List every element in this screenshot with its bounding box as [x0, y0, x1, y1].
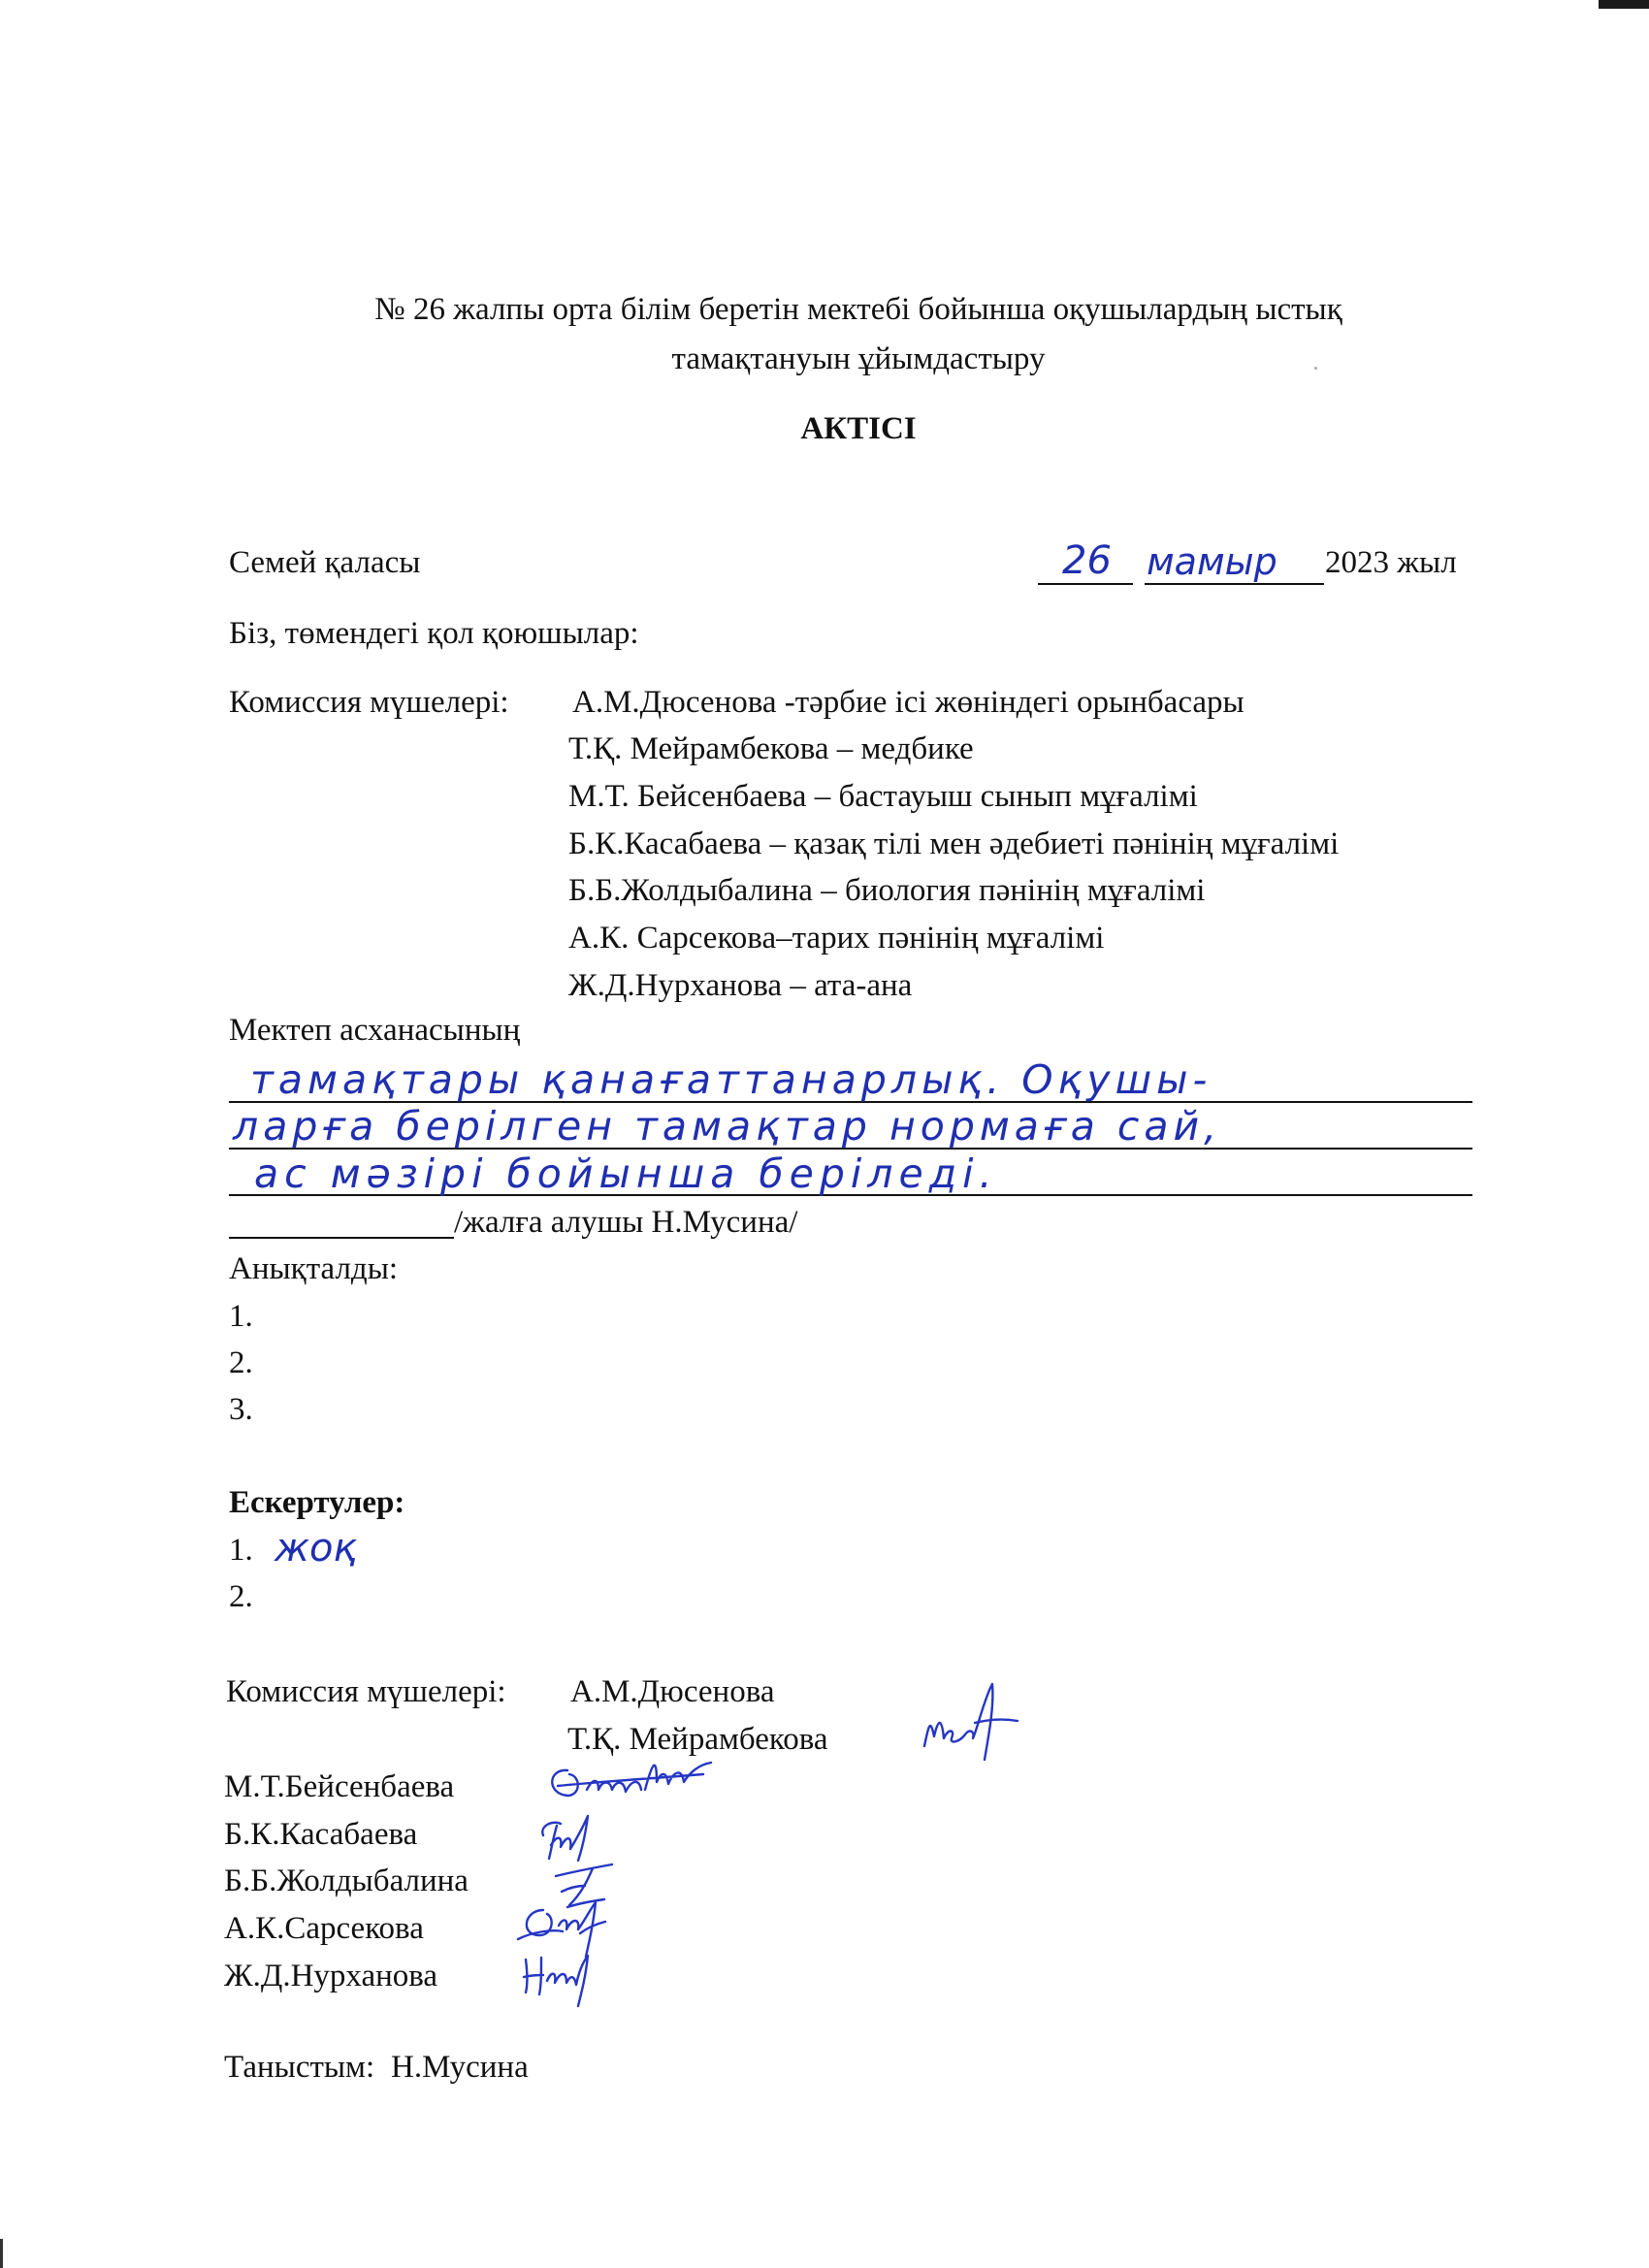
date-month-underline	[1145, 583, 1324, 585]
commission-member: М.Т. Бейсенбаева – бастауыш сынып мұғалімі	[568, 779, 1198, 814]
act-heading: АКТІСІ	[800, 411, 917, 446]
signature-beisenbaeva	[538, 1751, 718, 1809]
sig-name: Ж.Д.Нурханова	[224, 1959, 438, 1993]
sig-commission-name: Т.Қ. Мейрамбекова	[567, 1722, 828, 1757]
remarks-label: Ескертулер:	[229, 1485, 405, 1520]
commission-label: Комиссия мүшелері:	[229, 685, 509, 720]
commission-member: А.М.Дюсенова -тәрбие ісі жөніндегі орынбасары	[572, 685, 1245, 720]
canteen-label: Мектеп асханасының	[229, 1013, 521, 1048]
commission-member: Б.Б.Жолдыбалина – биология пәнінің мұғалімі	[568, 873, 1206, 908]
scan-corner-mark	[1599, 0, 1649, 9]
date-month-handwritten: мамыр	[1147, 540, 1277, 583]
remark-item: 1.	[229, 1533, 253, 1568]
scan-edge-mark	[0, 2239, 3, 2268]
found-item: 1.	[229, 1299, 253, 1334]
acquainted-name: Н.Мусина	[391, 2050, 529, 2085]
title-line-1: № 26 жалпы орта білім беретін мектебі бойынша оқушылардың ыстық	[374, 292, 1342, 327]
date-day-underline	[1038, 583, 1133, 585]
sig-name: Б.Б.Жолдыбалина	[224, 1863, 469, 1898]
handwritten-line: ас мәзірі бойынша беріледі.	[254, 1150, 998, 1197]
place: Семей қаласы	[229, 545, 421, 580]
commission-member: Т.Қ. Мейрамбекова – медбике	[568, 731, 974, 766]
tenant-signature-line	[229, 1237, 454, 1239]
date-day-handwritten: 26	[1062, 538, 1112, 583]
commission-member: Ж.Д.Нурханова – ата-ана	[568, 968, 913, 1003]
date-year: 2023 жыл	[1325, 545, 1457, 580]
sig-commission-name: А.М.Дюсенова	[570, 1674, 775, 1709]
sig-name: М.Т.Бейсенбаева	[224, 1769, 455, 1804]
acquainted-label: Таныстым:	[224, 2050, 375, 2085]
found-item: 3.	[229, 1392, 253, 1427]
remark-handwritten: жоқ	[275, 1526, 357, 1571]
sig-name: А.К.Сарсекова	[224, 1911, 424, 1946]
commission-member: Б.К.Касабаева – қазақ тілі мен әдебиеті пәнінің мұғалімі	[568, 826, 1340, 861]
commission-member: А.К. Сарсекова–тарих пәнінің мұғалімі	[568, 921, 1105, 956]
intro-text: Біз, төмендегі қол қоюшылар:	[229, 616, 639, 651]
signature-nurkhanova	[514, 1942, 601, 2010]
handwritten-line: ларға берілген тамақтар нормаға сай,	[233, 1103, 1222, 1150]
found-label: Анықталды:	[229, 1251, 399, 1286]
remark-item: 2.	[229, 1579, 253, 1614]
handwritten-line: тамақтары қанағаттанарлық. Оқушы-	[250, 1056, 1212, 1103]
found-item: 2.	[229, 1345, 253, 1380]
title-line-2: тамақтануын ұйымдастыру	[671, 341, 1046, 376]
sig-commission-label: Комиссия мүшелері:	[226, 1674, 506, 1709]
signature-meirambekova	[917, 1678, 1023, 1766]
tenant-line: /жалға алушы Н.Мусина/	[454, 1205, 798, 1240]
sig-name: Б.К.Касабаева	[224, 1817, 418, 1852]
